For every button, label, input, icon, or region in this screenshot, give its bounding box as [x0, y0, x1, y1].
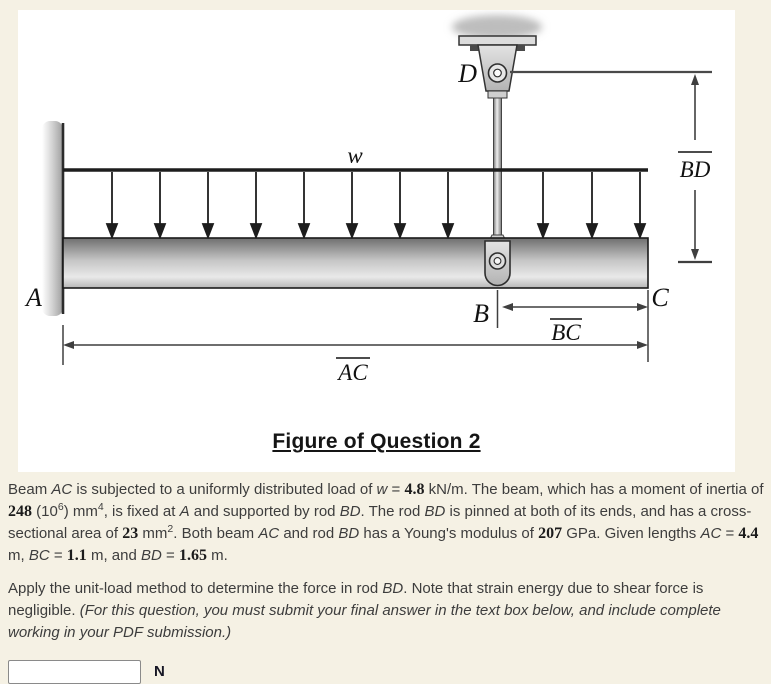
upper-clevis-neck: [488, 91, 507, 98]
beam-diagram: [18, 10, 735, 428]
question-paragraph-2: Apply the unit-load method to determine the force in rod BD. Note that strain energy due to shear force is negligible. (For this question, you must submit your final answer in the text box below, and include complete working in your PDF submission.): [8, 580, 721, 641]
unit-label: N: [154, 663, 165, 680]
rod-shaft: [494, 98, 502, 235]
point-label-a: A: [26, 283, 42, 312]
ceiling-plate: [459, 36, 536, 45]
dim-label-bd: BD: [679, 157, 711, 182]
fixed-support-a: [42, 121, 63, 316]
pin-b-hole: [494, 258, 501, 265]
point-label-d: D: [458, 59, 477, 88]
answer-row: [8, 660, 765, 684]
question-paragraph-1: Beam AC is subjected to a uniformly distributed load of w = 4.8 kN/m. The beam, which has a moment of inertia of 248 $(10^6)$ $mm^4$, is fixed at A and supported by rod BD. The rod BD is pinned at both of its ends, and has a cross-sectional area of 23 $mm^2$. Both beam AC and rod BD has a Young's modulus of 207 GPa. Given lengths AC = 4.4 m, BC = 1.1 m, and BD = 1.65 m.: [8, 481, 764, 564]
beam-ac: [63, 238, 648, 288]
point-label-c: C: [651, 283, 669, 312]
dim-label-ac: AC: [338, 360, 368, 385]
lower-clevis: [485, 241, 510, 286]
dim-label-bc: BC: [551, 320, 581, 345]
figure-panel: [18, 10, 735, 472]
pin-d-hole: [494, 69, 502, 77]
load-arrows: [107, 172, 645, 237]
distributed-load: [63, 170, 648, 237]
wall-shadow: [42, 121, 63, 316]
question-body: [8, 479, 765, 684]
point-label-b: B: [473, 299, 489, 328]
answer-input[interactable]: [8, 660, 141, 684]
load-label-w: w: [347, 143, 363, 168]
figure-title: Figure of Question 2: [272, 430, 481, 453]
